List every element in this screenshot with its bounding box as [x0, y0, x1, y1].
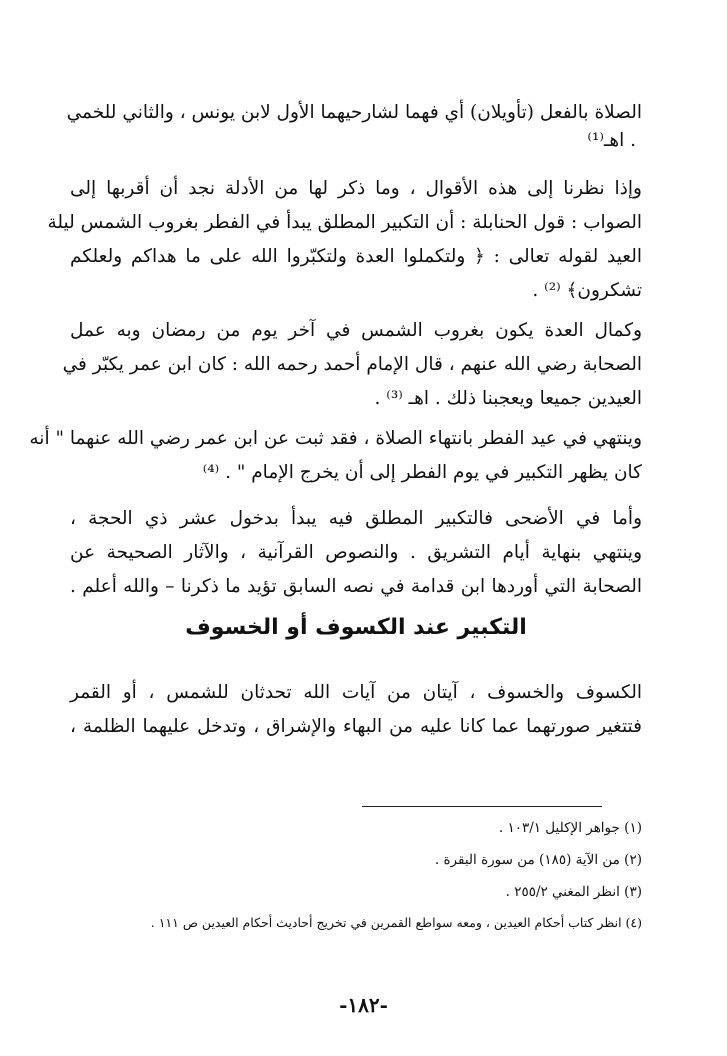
footnote-3: (٣) انظر المغني ٢٥٥/٢ . [505, 884, 642, 900]
text-line: . اهـ⁽¹⁾ [587, 130, 636, 151]
footnote-1: (١) جواهر الإكليل ١٠٣/١ . [498, 820, 642, 836]
text-line: فتتغير صورتهما عما كانا عليه من البهاء والإشراق ، وتدخل عليهما الظلمة ، [70, 716, 642, 737]
text-line: الصحابة التي أوردها ابن قدامة في نصه السابق تؤيد ما ذكرنا – والله أعلم . [70, 576, 642, 597]
footnote-2: (٢) من الآية (١٨٥) من سورة البقرة . [434, 852, 642, 868]
text-line: الصلاة بالفعل (تأويلان) أي فهما لشارحيهما الأول لابن يونس ، والثاني للخمي [66, 102, 642, 123]
footnote-4: (٤) انظر كتاب أحكام العيدين ، ومعه سواطع القمرين في تخريج أحاديث أحكام العيدين ص ١١١ . [150, 915, 642, 930]
text-line: وينتهي في عيد الفطر بانتهاء الصلاة ، فقد ثبت عن ابن عمر رضي الله عنهما " أنه [29, 428, 642, 449]
text-line: الكسوف والخسوف ، آيتان من آيات الله تحدثان للشمس ، أو القمر [70, 682, 642, 703]
text-line: وإذا نظرنا إلى هذه الأقوال ، وما ذكر لها من الأدلة نجد أن أقربها إلى [70, 178, 642, 199]
text-line: العيد لقوله تعالى : ﴿ ولتكملوا العدة ولتكبّروا الله على ما هداكم ولعلكم [70, 246, 642, 267]
section-heading: التكبير عند الكسوف أو الخسوف [185, 615, 527, 640]
text-line: وكمال العدة يكون بغروب الشمس في آخر يوم من رمضان وبه عمل [70, 320, 642, 341]
text-line: الصواب : قول الحنابلة : أن التكبير المطلق يبدأ في الفطر بغروب الشمس ليلة [47, 212, 642, 233]
paragraph-6 [70, 680, 642, 742]
page-number: -١٨٢- [339, 993, 388, 1017]
paragraph-3 [62, 318, 642, 414]
text-line: وينتهي بنهاية أيام التشريق . والنصوص القرآنية ، والآثار الصحيحة عن [70, 542, 642, 563]
text-line: الصحابة رضي الله عنهم ، قال الإمام أحمد رحمه الله : كان ابن عمر يكبّر في [62, 354, 642, 375]
paragraph-2 [47, 176, 642, 306]
text-line: وأما في الأضحى فالتكبير المطلق فيه يبدأ بدخول عشر ذي الحجة ، [70, 508, 642, 529]
paragraph-4 [29, 426, 642, 488]
text-line: كان يظهر التكبير في يوم الفطر إلى أن يخرج الإمام " . ⁽⁴⁾ [202, 462, 642, 483]
text-line: العيدين جميعا ويعجبنا ذلك . اهـ ⁽³⁾ . [374, 388, 642, 409]
paragraph-1 [66, 100, 642, 152]
footnote-separator [362, 806, 602, 807]
text-line: تشكرون﴾ ⁽²⁾ . [532, 280, 642, 301]
paragraph-5 [70, 506, 642, 602]
